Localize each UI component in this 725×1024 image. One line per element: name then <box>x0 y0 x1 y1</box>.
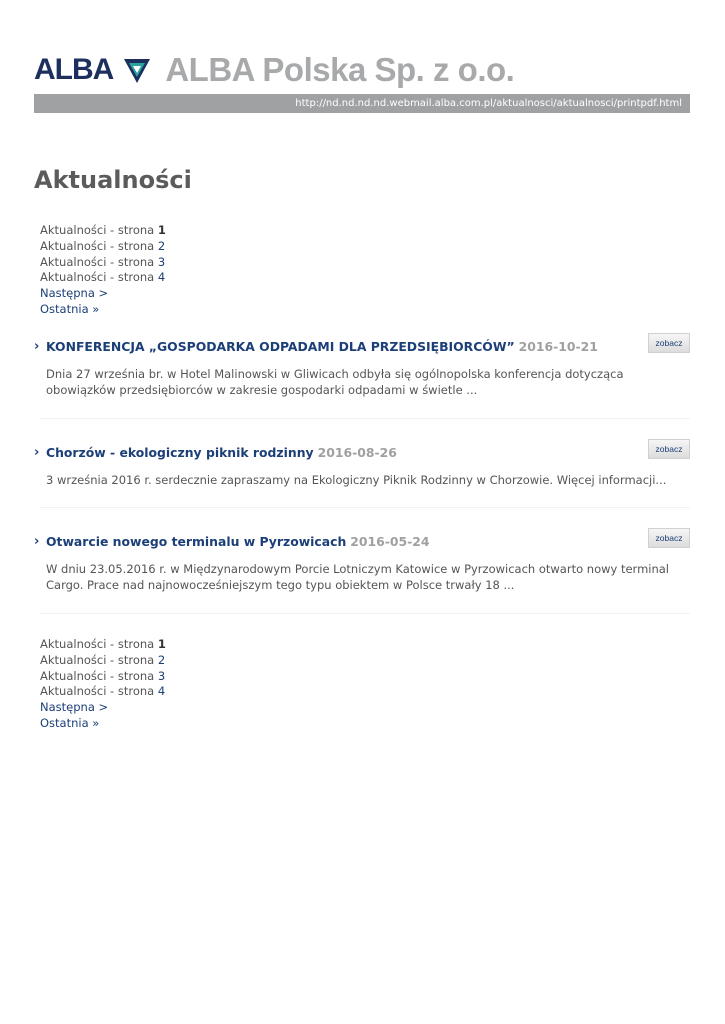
pager-page-link[interactable]: 2 <box>157 652 166 667</box>
news-item <box>34 444 690 488</box>
news-item <box>34 533 690 593</box>
pager-row <box>40 669 166 685</box>
pager-bottom <box>40 637 166 732</box>
pager-label: Aktualności - strona <box>40 684 155 699</box>
chevron-right-icon: › <box>34 445 40 460</box>
pager-row <box>40 239 166 255</box>
pager-page-link[interactable]: 4 <box>157 270 166 285</box>
news-title: Otwarcie nowego terminalu w Pyrzowicach <box>46 534 347 549</box>
zobacz-button[interactable]: zobacz <box>648 439 690 459</box>
divider <box>40 613 690 614</box>
pager-page-link[interactable]: 2 <box>157 238 166 253</box>
pager-last-link[interactable]: Ostatnia » <box>40 715 100 730</box>
pager-next-link[interactable]: Następna > <box>40 700 109 715</box>
pager-row <box>40 684 166 700</box>
news-description: W dniu 23.05.2016 r. w Międzynarodowym Porcie Lotniczym Katowice w Pyrzowicach otwarto nowy terminal Cargo. Prace nad najnowocześniejszym tego typu obiektem w Polsce trwały 18 ... <box>46 562 670 592</box>
news-description: 3 września 2016 r. serdecznie zapraszamy na Ekologiczny Piknik Rodzinny w Chorzowie. Więcej informacji... <box>46 473 667 487</box>
zobacz-button[interactable]: zobacz <box>648 333 690 353</box>
news-title: Chorzów - ekologiczny piknik rodzinny <box>46 445 314 460</box>
news-title-link[interactable] <box>46 444 397 462</box>
pager-label: Aktualności - strona <box>40 270 155 285</box>
news-item <box>34 338 690 398</box>
pager-row <box>40 223 166 239</box>
pager-label: Aktualności - strona <box>40 637 155 651</box>
pager-label: Aktualności - strona <box>40 652 155 667</box>
pager-label: Aktualności - strona <box>40 254 155 269</box>
divider <box>40 507 690 508</box>
company-name: ALBA Polska Sp. z o.o. <box>165 51 515 88</box>
news-title-link[interactable] <box>46 533 430 551</box>
pager-label: Aktualności - strona <box>40 668 155 683</box>
news-date: 2016-10-21 <box>518 339 598 354</box>
divider <box>40 418 690 419</box>
pager-row <box>40 255 166 271</box>
pager-last-link[interactable]: Ostatnia » <box>40 301 100 316</box>
pager-page-link[interactable]: 4 <box>157 684 166 699</box>
zobacz-button[interactable]: zobacz <box>648 528 690 548</box>
pager-row <box>40 653 166 669</box>
alba-logo-icon <box>121 54 153 86</box>
pager-top <box>40 223 166 318</box>
news-description: Dnia 27 września br. w Hotel Malinowski w Gliwicach odbyła się ogólnopolska konferencja dotycząca obowiązków przedsiębiorców w zakresie gospodarki odpadami w świetle ... <box>46 367 624 397</box>
pager-current-page: 1 <box>157 223 166 237</box>
page-title: Aktualności <box>34 166 192 194</box>
news-date: 2016-05-24 <box>350 534 430 549</box>
chevron-right-icon: › <box>34 534 40 549</box>
pager-label: Aktualności - strona <box>40 223 155 237</box>
header <box>34 52 690 113</box>
pager-row <box>40 270 166 286</box>
pager-current-page: 1 <box>157 637 166 651</box>
logo[interactable] <box>34 52 690 88</box>
news-date: 2016-08-26 <box>317 445 397 460</box>
chevron-right-icon: › <box>34 339 40 354</box>
url-bar: http://nd.nd.nd.nd.webmail.alba.com.pl/aktualnosci/aktualnosci/printpdf.html <box>34 94 690 113</box>
pager-next-link[interactable]: Następna > <box>40 286 109 301</box>
news-title: KONFERENCJA „GOSPODARKA ODPADAMI DLA PRZEDSIĘBIORCÓW” <box>46 339 515 354</box>
news-title-link[interactable] <box>46 338 598 356</box>
pager-page-link[interactable]: 3 <box>157 668 166 683</box>
pager-row <box>40 637 166 653</box>
pager-page-link[interactable]: 3 <box>157 254 166 269</box>
logo-wordmark: ALBA <box>34 53 114 86</box>
pager-label: Aktualności - strona <box>40 238 155 253</box>
